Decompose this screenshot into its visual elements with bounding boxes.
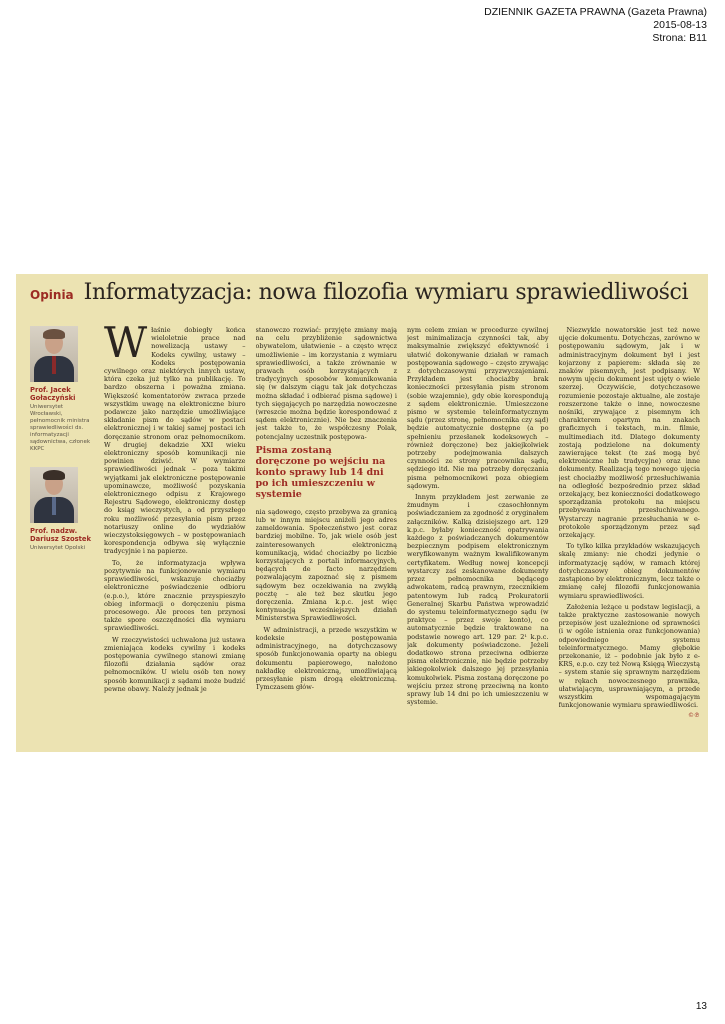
author-name: Prof. nadzw. Dariusz Szostek [30, 527, 92, 543]
author-sidebar [30, 326, 96, 566]
paragraph: Założenia leżące u podstaw legislacji, a także praktyczne zastosowanie nowych przepisów jest uzależnione od sprawności (i w ogóle istnienia oraz funkcjonowania) odpowiedniego systemu teleinformatycznego. Mamy głębokie przekonanie, iż – podobnie jak było z e-KRS, e.p.o. czy też Nową Księgą Wieczystą – system stanie się sprawnym narzędziem w rękach nowoczesnego prawnika, ułatwiającym, usprawniającym, a przede wszystkim wspomagającym funkcjonowanie wymiaru sprawiedliwości. [558, 602, 700, 710]
author-name: Prof. Jacek Gołaczyński [30, 386, 76, 402]
article-body [104, 326, 700, 744]
section-label: Opinia [30, 288, 74, 302]
paragraph: To tylko kilka przykładów wskazujących skalę zmiany: nie chodzi jedynie o informatyzację sądów, w ramach której dotychczasowy obieg dokumentów zastąpiono by elektronicznym, lecz także o zmianę całej filozofii funkcjonowania wymiaru sprawiedliwości. [558, 542, 700, 600]
author-photo [30, 467, 78, 523]
clipping-metadata [484, 6, 707, 45]
drop-cap: W [104, 326, 148, 367]
paragraph: nia sądowego, często przebywa za granicą lub w innym miejscu aniżeli jego adres zameldowania. Społeczeństwo jest coraz bardziej mobilne. To, jak wiele osób jest zainteresowanych elektroniczną komunikacją, widać chociażby po liczbie korzystających z portali informacyjnych, będących de facto narzędziem pozwalającym zapoznać się z pismem sądowym bez oczekiwania na zwykłą pocztę – ale też bez skutku jego doręczenia. Zmiana k.p.c. jest więc kontynuacją wcześniejszych działań Ministerstwa Sprawiedliwości. [255, 507, 397, 623]
article-clipping [16, 274, 708, 752]
publication-name: DZIENNIK GAZETA PRAWNA (Gazeta Prawna) [484, 6, 707, 18]
copyright-mark: ©℗ [688, 712, 700, 720]
author-photo [30, 326, 78, 382]
text-column [256, 326, 398, 744]
article-title: Informatyzacja: nowa filozofia wymiaru sprawiedliwości [83, 280, 689, 305]
text-column [104, 326, 246, 744]
author-card [30, 326, 96, 453]
paragraph: W rzeczywistości uchwalona już ustawa zmieniająca kodeks cywilny i kodeks postępowania cywilnego stanowi zmianę filozofii działania sądów oraz pełnomocników. U wielu osób ten nowy sposób komunikacji z sądami może budzić pewne obawy. Należy jednak je [104, 635, 246, 693]
paragraph: W administracji, a przede wszystkim w kodeksie postępowania administracyjnego, na dotychczasowy sposób funkcjonowania oparty na obiegu dokumentu papierowego, nałożono nakładkę elektroniczną, umożliwiającą przesyłanie pism drogą elektroniczną. Tymczasem głów- [255, 625, 397, 692]
page-reference: Strona: B11 [652, 32, 707, 44]
author-affiliation: Uniwersytet Wrocławski, pełnomocnik ministra sprawiedliwości ds. informatyzacji sądownictwa, członek KKPC [30, 404, 91, 452]
pull-quote: Pisma zostaną doręczone po wejściu na konto sprawy lub 14 dni po ich umieszczeniu w systemie [255, 444, 386, 500]
paragraph: Innym przykładem jest zerwanie ze żmudnym i czasochłonnym poświadczaniem za zgodność z oryginałem załączników. Kalką dzisiejszego art. 129 k.p.c. byłaby konieczność opatrywania każdego z poświadczanych dokumentów bezpiecznym podpisem elektronicznym weryfikowanym ważnym kwalifikowanym certyfikatem. Według nowej koncepcji wystarczy zaś zeskanowane dokumenty przez pełnomocnika będącego adwokatem, radcą prawnym, rzecznikiem patentowym lub radcą Prokuratorii Generalnej Skarbu Państwa wprowadzić do systemu teleinformatycznego sądu (w praktyce – przez swoje konto), co automatycznie będzie traktowane na podstawie nowego art. 129 par. 2¹ k.p.c. jak dokumenty poświadczone. Jeżeli dodatkowo strona przeciwna odbierze pisma elektronicznie, nie będzie potrzeby jakiegokolwiek dalszego jej przesyłania komukolwiek. Pisma zostaną doręczone po wejściu przez stronę przeciwną na konto sprawy lub 14 dni po ich umieszczeniu w systemie. [407, 493, 549, 707]
text-column [407, 326, 549, 744]
paragraph: łaśnie dobiegły końca wieloletnie prace nad nowelizacją ustawy – Kodeks cywilny, ustawy – Kodeks postępowania cywilnego oraz niektórych innych ustaw, która czeka już tylko na publikację. To bardzo obszerna i poważna zmiana. Większość komentatorów zwraca przede wszystkim uwagę na elektroniczne biuro podawcze jako narzędzie umożliwiające składanie pism do sądów w postaci elektronicznej i w takiej samej postaci ich doręczanie stronom oraz pełnomocnikom. W drugiej dekadzie XXI wieku elektroniczny sposób komunikacji nie powinien dziwić. W wymiarze sprawiedliwości jednak – poza takimi wyjątkami jak elektroniczne postępowanie upominawcze, możliwość pozyskania elektronicznego odpisu z Krajowego Rejestru Sądowego, elektroniczny dostęp do ksiąg wieczystych, a od przyszłego roku możliwość przesyłania pism przez notariuszy online do wydziałów wieczystoksięgowych – w postępowaniach korespondencja odbywa się wyłącznie tradycyjnie i na papierze. [104, 326, 246, 556]
publication-date: 2015-08-13 [653, 19, 707, 31]
author-affiliation: Uniwersytet Opolski [30, 545, 86, 551]
text-column [559, 326, 701, 744]
author-card [30, 467, 96, 552]
page-number: 13 [695, 1001, 707, 1012]
paragraph: Niezwykle nowatorskie jest też nowe ujęcie dokumentu. Dotychczas, zarówno w postępowaniu sądowym, jak i w administracyjnym dokument był i jest kojarzony z papierem: składa się ze znaków pisemnych, jest podpisany. W nowym ujęciu dokument jest ujęty o wiele szerzej. Oczywiście, dotychczasowe rozumienie pozostaje aktualne, ale zostaje rozszerzone także o inne, nowoczesne nośniki, zrywające z pisemnym ich charakterem opartym na znakach graficznych i tekstach, m.in. filmie, multimediach itd. Dlatego dokumenty zostają podzielone na dokumenty zawierające tekst (te zaś mogą być elektroniczne lub tradycyjne) oraz inne dokumenty. Realizacją tego nowego ujęcia jest chociażby możliwość przesłuchiwania na odległość bezpośrednio przez skład orzekający, bez konieczności dodatkowego sporządzania protokołu na miejscu przebywania przesłuchiwanego. Wystarczy nagranie przesłuchania w e-protokole sporządzonym przez sąd orzekający. [558, 326, 700, 540]
paragraph: stanowczo rozwiać: przyjęte zmiany mają na celu przybliżenie sądownictwa obywatelom, ułatwienie – a często wręcz umożliwienie – im korzystania z wymiaru sprawiedliwości, a także zrównanie w prawach osób korzystających z tradycyjnych sposobów komunikowania się (w dalszym ciągu tak jak dotychczas można składać i odbierać pisma sądowe) i tych sięgających po narzędzia nowoczesne (wreszcie można będzie korespondować z sądem elektronicznie). Nie bez znaczenia jest także to, że współczesny Polak, potencjalny uczestnik postępowa- [255, 326, 397, 441]
paragraph: To, że informatyzacja wpływa pozytywnie na funkcjonowanie wymiaru sprawiedliwości, wskazuje chociażby elektroniczne poświadczenie odbioru (e.p.o.), które znacznie przyspieszyło obieg informacji o doręczeniu pisma procesowego. Ale proces ten przynosi także spore oszczędności dla wymiaru sprawiedliwości. [104, 558, 246, 633]
paragraph: nym celem zmian w procedurze cywilnej jest minimalizacja czynności tak, aby maksymalnie zwiększyć efektywność i ułatwić dokonywanie działań w ramach postępowania sądowego – często zrywając z dotychczasowymi przyzwyczajeniami. Przykładem jest chociażby brak konieczności przesyłania pism stronom (sobie wzajemnie), gdy obie korespondują z sądem elektronicznie. Umieszczone pismo w systemie teleinformatycznym sądu (przez stronę, pełnomocnika czy sąd) będzie automatycznie dostępne (a po spełnieniu przesłanek kodeksowych – również doręczone) bez jakiejkolwiek potrzeby podejmowania dalszych czynności ze strony pracownika sądu, sędziego itd. Nie ma potrzeby doręczania pisma pełnomocnikowi poza obiegiem sądowym. [407, 326, 549, 490]
article-header [30, 280, 700, 318]
